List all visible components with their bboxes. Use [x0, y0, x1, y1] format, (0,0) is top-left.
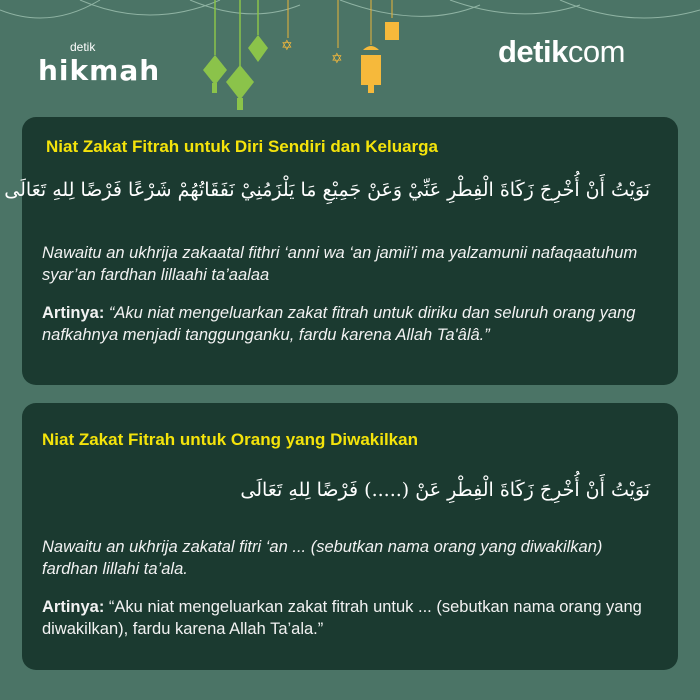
logo-light: com [567, 34, 625, 69]
card-title: Niat Zakat Fitrah untuk Diri Sendiri dan Keluarga [46, 137, 439, 156]
svg-text:✡: ✡ [281, 37, 293, 53]
niat-card-self-family [4, 117, 678, 385]
translation [42, 596, 658, 640]
arabic-text: نَوَيْتُ أَنْ أُخْرِجَ زَكَاةَ الْفِطْرِ عَنِّيْ وَعَنْ جَمِيْعِ مَا يَلْزَمُنِيْ نَفَقَاتُهُمْ شَرْعًا فَرْضًا لِلهِ تَعَالَى [4, 179, 650, 201]
arabic-text: نَوَيْتُ أَنْ أُخْرِجَ زَكَاةَ الْفِطْرِ عَنْ (.....) فَرْضًا لِلهِ تَعَالَى [240, 479, 650, 501]
card-title: Niat Zakat Fitrah untuk Orang yang Diwakilkan [42, 430, 418, 449]
translation-text: “Aku niat mengeluarkan zakat fitrah untuk diriku dan seluruh orang yang nafkahnya menjadi tanggunganku, fardu karena Allah Ta'âlâ.” [42, 304, 636, 344]
translation-label: Artinya: [42, 598, 105, 616]
logo-big-text: hikmah [38, 54, 161, 87]
latin-transliteration: Nawaitu an ukhrija zakaatal fithri ‘anni wa ‘an jamii’i ma yalzamunii nafaqaatuhum syar’an fardhan lillaahi ta’aalaa [42, 244, 638, 284]
translation-label: Artinya: [42, 304, 105, 322]
niat-card-represented [22, 403, 678, 670]
translation-text: “Aku niat mengeluarkan zakat fitrah untuk ... (sebutkan nama orang yang diwakilkan), fardu karena Allah Ta’ala.” [42, 598, 642, 638]
logo-small-text: detik [70, 40, 96, 54]
detikcom-logo [498, 34, 625, 70]
svg-text:✡: ✡ [331, 50, 343, 66]
latin-transliteration: Nawaitu an ukhrija zakatal fitri ‘an ... (sebutkan nama orang yang diwakilkan) fardhan lillahi ta’ala. [42, 538, 603, 578]
translation [42, 302, 658, 346]
logo-bold: detik [498, 34, 568, 69]
